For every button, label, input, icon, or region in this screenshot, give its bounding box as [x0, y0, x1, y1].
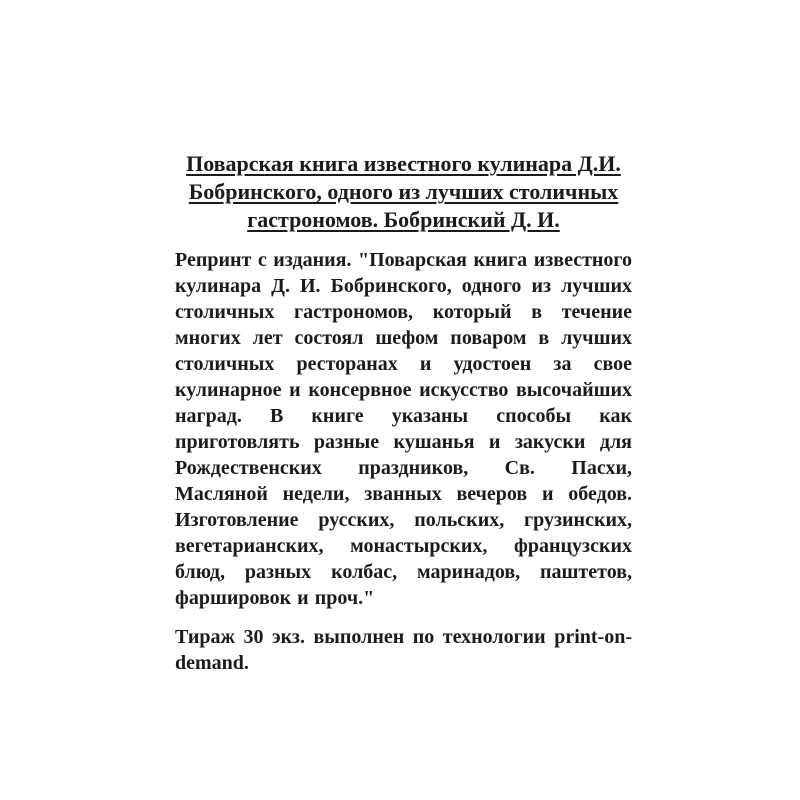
page-title-line-2: Бобринского, одного из лучших столичных	[188, 179, 619, 204]
description-paragraph-print-run: Тираж 30 экз. выполнен по технологии print-on-demand.	[175, 626, 632, 674]
page-title-line-3: гастрономов. Бобринский Д. И.	[247, 207, 560, 232]
description-paragraph-reprint: Репринт с издания. "Поварская книга известного кулинара Д. И. Бобринского, одного из лучших столичных гастрономов, который в течение многих лет состоял шефом поваром в лучших столичных ресторанах и удостоен за свое кулинарное и консервное искусство высочайших наград. В книге указаны способы как приготовлять разные кушанья и закуски для Рождественских праздников, Св. Пасхи, Масляной недели, званных вечеров и обедов. Изготовление русских, польских, грузинских, вегетарианских, монастырских, французских блюд, разных колбас, маринадов, паштетов, фаршировок и проч."	[175, 249, 632, 609]
page-title	[175, 150, 632, 234]
description-content	[175, 150, 632, 689]
page-title-line-1: Поварская книга известного кулинара Д.И.	[186, 151, 621, 176]
